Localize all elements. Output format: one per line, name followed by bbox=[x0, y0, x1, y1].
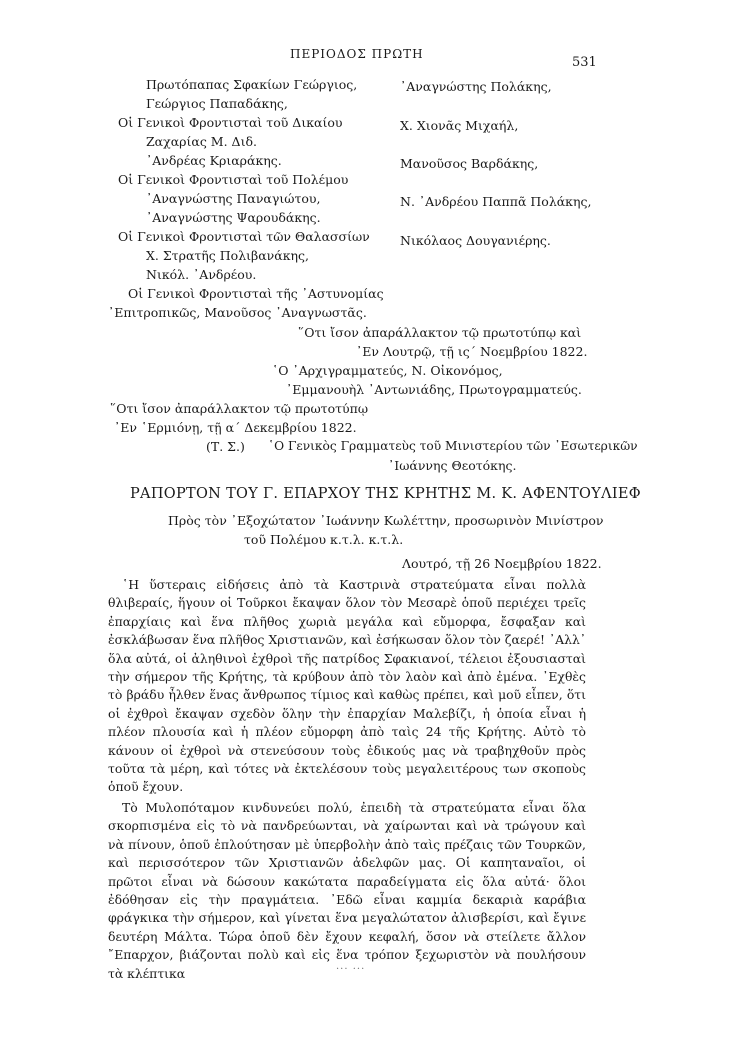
list-item: Χ. Στρατῆς Πολιβανάκης, bbox=[146, 248, 310, 263]
report-title: ΡΑΠΟΡΤΟΝ ΤΟΥ Γ. ΕΠΑΡΧΟΥ ΤΗΣ ΚΡΗΤΗΣ Μ. Κ. ΑΦΕΝΤΟΥΛΙΕΦ bbox=[130, 486, 641, 502]
attestation-line: ῾Ο ᾿Αρχιγραμματεύς, Ν. Οἰκονόμος, bbox=[272, 363, 503, 378]
list-item: Οἱ Γενικοὶ Φροντισταὶ τοῦ Πολέμου bbox=[118, 172, 349, 187]
list-item: ᾿Επιτροπικῶς, Μανοῦσος ᾿Αναγνωστᾶς. bbox=[108, 305, 367, 320]
running-title: ΠΕΡΙΟΔΟΣ ΠΡΩΤΗ bbox=[290, 47, 424, 61]
attestation-line: ῞Οτι ἴσον ἀπαράλλακτον τῷ πρωτοτύπῳ bbox=[110, 401, 369, 416]
list-item: Μανοῦσος Βαρδάκης, bbox=[400, 156, 539, 171]
list-item: Γεώργιος Παπαδάκης, bbox=[146, 96, 288, 111]
attestation-line: ῞Οτι ἴσον ἀπαράλλακτον τῷ πρωτοτύπῳ καὶ bbox=[298, 325, 582, 340]
seal-mark: (Τ. Σ.) bbox=[206, 439, 245, 454]
list-item: Χ. Χιονᾶς Μιχαήλ, bbox=[400, 118, 519, 133]
footer-marks: ··· ··· bbox=[336, 964, 366, 975]
list-item: Πρωτόπαπας Σφακίων Γεώργιος, bbox=[146, 77, 358, 92]
list-item: Ν. ᾿Ανδρέου Παππᾶ Πολάκης, bbox=[400, 194, 592, 209]
report-body bbox=[108, 576, 586, 983]
attestation-date: ᾿Εν Λουτρῷ, τῇ ις´ Νοεμβρίου 1822. bbox=[356, 344, 588, 359]
paragraph: Τὸ Μυλοπόταμον κινδυνεύει πολύ, ἐπειδὴ τὰ στρατεύματα εἶναι ὅλα σκορπισμένα εἰς τὸ νὰ πανδρεύωνται, νὰ χαίρωνται καὶ νὰ τρώγουν καὶ νὰ πίνουν, ὁποῦ ἐπλούτησαν μὲ ὑπερβολὴν ἀπὸ ταὶς πρέζαις τῶν Τουρκῶν, καὶ περισσότερον τῶν Χριστιανῶν ἀδελφῶν μας. Οἱ καπηταναῖοι, οἱ πρῶτοι εἶναι νὰ δώσουν κακώτατα παραδείγματα εἰς ὅλα αὐτά· ὅλοι ἐδόθησαν εἰς τὴν πραγμάτεια. ᾿Εδῶ εἶναι καμμία δεκαριὰ καράβια φράγκικα τὴν σήμερον, καὶ γίνεται ἕνα μεγαλώτατον ἀλισβερίσι, καὶ ἔγινε δευτέρη Μάλτα. Τώρα ὁποῦ δὲν ἔχουν κεφαλή, ὅσον νὰ στείλετε ἄλλον ῎Επαρχον, βιάζονται πολὺ καὶ εἰς ἕνα τρόπον ξεχωριστὸν νὰ πουλήσουν τὰ κλέπτικα bbox=[108, 799, 586, 981]
attestation-line: ᾿Εμμανουὴλ ᾿Αντωνιάδης, Πρωτογραμματεύς. bbox=[286, 382, 582, 397]
list-item: Οἱ Γενικοὶ Φροντισταὶ τῶν Θαλασσίων bbox=[118, 229, 370, 244]
list-item: Νικόλ. ᾿Ανδρέου. bbox=[146, 267, 257, 282]
report-date: Λουτρό, τῇ 26 Νοεμβρίου 1822. bbox=[402, 556, 602, 571]
list-item: ᾿Αναγνώστης Ψαρουδάκης. bbox=[146, 210, 321, 225]
attestation-line: ῾Ο Γενικὸς Γραμματεὺς τοῦ Μινιστερίου τῶν ᾿Εσωτερικῶν bbox=[268, 439, 638, 453]
page-number: 531 bbox=[572, 55, 597, 70]
list-item: ᾿Αναγνώστης Πολάκης, bbox=[400, 79, 552, 94]
list-item: Νικόλαος Δουγανιέρης. bbox=[400, 233, 551, 248]
attestation-line: ᾿Ιωάννης Θεοτόκης. bbox=[388, 458, 517, 473]
attestation-date: ᾿Εν ῾Ερμιόνῃ, τῇ α´ Δεκεμβρίου 1822. bbox=[114, 420, 357, 435]
report-addressee: Πρὸς τὸν ᾿Εξοχώτατον ᾿Ιωάννην Κωλέττην, προσωρινὸν Μινίστρον bbox=[168, 513, 604, 528]
list-item: Οἱ Γενικοὶ Φροντισταὶ τῆς ᾿Αστυνομίας bbox=[128, 286, 384, 301]
paragraph: ῾Η ὕστεραις εἰδήσεις ἀπὸ τὰ Καστρινὰ στρατεύματα εἶναι πολλὰ θλιβεραίς, ἥγουν οἱ Τοῦρκοι ἔκαψαν ὅλον τὸν Μεσαρὲ ὁποῦ περιέχει τρεῖς ἐπαρχίαις καὶ ἕνα πλῆθος χωριὰ μεγάλα καὶ εὔμορφα, ἔσφαξαν καὶ ἐσκλάβωσαν ἕνα πλῆθος Χριστιανῶν, καὶ ἐσήκωσαν ὅλον τὸν ζαερέ! ᾿Αλλ᾿ ὅλα αὐτά, οἱ ἀληθινοὶ ἐχθροὶ τῆς πατρίδος Σφακιανοί, τέλειοι ἐξουσιασταὶ τὴν σήμερον τῆς Κρήτης, τὰ κρύβουν ἀπὸ τὸν λαὸν καὶ ἀπὸ ἐμένα. ᾿Εχθὲς τὸ βράδυ ἦλθεν ἕνας ἄνθρωπος τίμιος καὶ καθὼς πρέπει, καὶ μοῦ εἶπεν, ὅτι οἱ ἐχθροὶ ἔκαψαν σχεδὸν ὅλην τὴν ἐπαρχίαν Μαλεβίζι, ἡ ὁποία εἶναι ἡ πλέον πλουσία καὶ ἡ πλέον εὔμορφη ἀπὸ ταὶς 24 τῆς Κρήτης. Αὐτὸ τὸ κάνουν οἱ ἐχθροὶ νὰ στενεύσουν τοὺς ἐδικούς μας νὰ τραβηχθοῦν πρὸς τοῦτα τὰ μέρη, καὶ τότες νὰ ἐκτελέσουν τοὺς μεγαλειτέρους των σκοποὺς ὁποῦ ἔχουν. bbox=[108, 577, 586, 795]
list-item: ᾿Αναγνώστης Παναγιώτου, bbox=[146, 191, 321, 206]
list-item: ᾿Ανδρέας Κριαράκης. bbox=[146, 153, 282, 168]
list-item: Ζαχαρίας Μ. Διδ. bbox=[146, 134, 257, 149]
report-addressee: τοῦ Πολέμου κ.τ.λ. κ.τ.λ. bbox=[244, 532, 404, 547]
list-item: Οἱ Γενικοὶ Φροντισταὶ τοῦ Δικαίου bbox=[118, 115, 343, 130]
